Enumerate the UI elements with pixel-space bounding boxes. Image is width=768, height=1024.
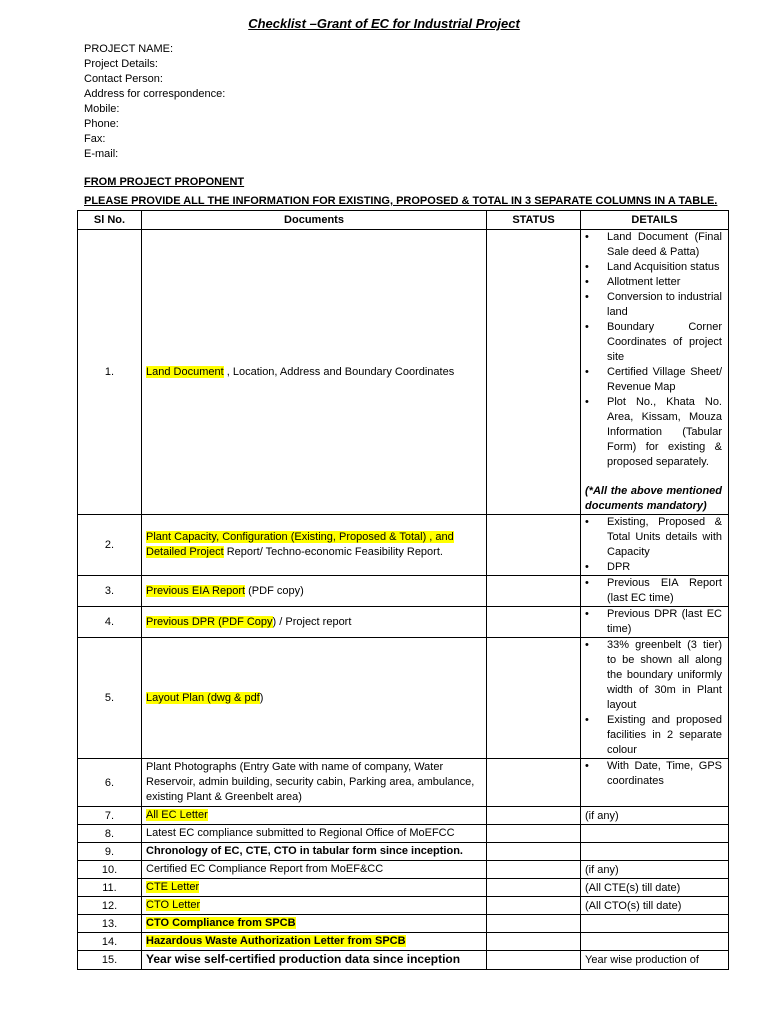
row-sl: 12. (78, 897, 142, 915)
instruction-text: PLEASE PROVIDE ALL THE INFORMATION FOR EXISTING, PROPOSED & TOTAL IN 3 SEPARATE COLUMNS IN A TABLE. (84, 195, 718, 207)
details-list (585, 515, 722, 575)
row-details (581, 230, 729, 515)
row-status (487, 861, 581, 879)
highlighted-text: All EC Letter (146, 809, 208, 821)
highlighted-text: Previous DPR (PDF Copy (146, 615, 273, 628)
detail-item: • Land Acquisition status (585, 260, 722, 275)
detail-item: • Conversion to industrial land (585, 290, 722, 320)
row-sl: 13. (78, 915, 142, 933)
table-row (78, 951, 729, 970)
detail-item: • Previous EIA Report (last EC time) (585, 576, 722, 606)
row-status (487, 951, 581, 970)
detail-item: • DPR (585, 560, 722, 575)
header-documents: Documents (142, 211, 487, 230)
field-email: E-mail: (84, 148, 119, 160)
detail-item: • Plot No., Khata No. Area, Kissam, Mouza Information (Tabular Form) for existing & proposed separately. (585, 395, 722, 470)
row-status (487, 807, 581, 825)
highlighted-text: Plant Capacity, Configuration (Existing, Proposed & Total) , and Detailed Project (146, 531, 454, 558)
document-text: Certified EC Compliance Report from MoEF&CC (146, 863, 384, 875)
section-title: FROM PROJECT PROPONENT (84, 176, 245, 188)
table-row (78, 861, 729, 879)
highlighted-text: CTO Letter (146, 899, 201, 911)
details-list (585, 607, 722, 637)
row-sl: 8. (78, 825, 142, 843)
detail-item: • Allotment letter (585, 275, 722, 290)
detail-item: • Land Document (Final Sale deed & Patta) (585, 230, 722, 260)
table-row (78, 515, 729, 576)
table-row (78, 933, 729, 951)
row-sl: 11. (78, 879, 142, 897)
table-row (78, 607, 729, 638)
row-details (581, 825, 729, 843)
row-details (581, 515, 729, 576)
field-fax: Fax: (84, 133, 106, 145)
row-status (487, 933, 581, 951)
header-sl-no: Sl No. (78, 211, 142, 230)
row-details (581, 607, 729, 638)
row-status (487, 230, 581, 515)
field-contact-person: Contact Person: (84, 73, 163, 85)
row-sl: 3. (78, 576, 142, 607)
details-list (585, 230, 722, 470)
table-row (78, 230, 729, 515)
highlighted-text: CTE Letter (146, 881, 200, 893)
checklist-table (77, 210, 729, 970)
mandatory-note: (*All the above mentioned documents mandatory) (585, 485, 722, 512)
row-sl: 6. (78, 759, 142, 807)
row-details: (if any) (581, 807, 729, 825)
row-status (487, 515, 581, 576)
table-row (78, 825, 729, 843)
row-sl: 5. (78, 638, 142, 759)
highlighted-text: Land Document (146, 365, 224, 378)
field-mobile: Mobile: (84, 103, 120, 115)
table-header-row (78, 211, 729, 230)
document-text: , Location, Address and Boundary Coordinates (223, 365, 455, 378)
row-details (581, 843, 729, 861)
row-document (142, 897, 487, 915)
table-row (78, 807, 729, 825)
document-text: Year wise self-certified production data since inception (146, 952, 461, 966)
document-text: ) / Project report (272, 615, 352, 628)
row-status (487, 879, 581, 897)
row-document (142, 230, 487, 515)
row-document (142, 607, 487, 638)
row-document (142, 861, 487, 879)
row-status (487, 638, 581, 759)
document-text: Report/ Techno-economic Feasibility Report. (223, 546, 443, 558)
header-details: DETAILS (581, 211, 729, 230)
detail-item: • 33% greenbelt (3 tier) to be shown all along the boundary uniformly width of 30m in Plant layout (585, 638, 722, 713)
row-details: (All CTE(s) till date) (581, 879, 729, 897)
row-document (142, 807, 487, 825)
detail-item: • Boundary Corner Coordinates of project site (585, 320, 722, 365)
document-text: Chronology of EC, CTE, CTO in tabular form since inception. (146, 845, 463, 857)
table-row (78, 638, 729, 759)
row-document (142, 843, 487, 861)
detail-item: • Certified Village Sheet/ Revenue Map (585, 365, 722, 395)
row-sl: 9. (78, 843, 142, 861)
detail-item: • Existing, Proposed & Total Units details with Capacity (585, 515, 722, 560)
details-list (585, 576, 722, 606)
row-details (581, 638, 729, 759)
document-text: Latest EC compliance submitted to Regional Office of MoEFCC (146, 827, 455, 839)
row-sl: 10. (78, 861, 142, 879)
row-sl: 15. (78, 951, 142, 970)
row-sl: 4. (78, 607, 142, 638)
detail-item: • Previous DPR (last EC time) (585, 607, 722, 637)
table-row (78, 897, 729, 915)
row-document (142, 951, 487, 970)
document-text: Plant Photographs (Entry Gate with name of company, Water Reservoir, admin building, security cabin, Parking area, ambulance, existing Plant & Greenbelt area) (146, 761, 475, 803)
project-info-fields (84, 42, 225, 162)
document-text: ) (259, 691, 264, 704)
table-row (78, 915, 729, 933)
table-row (78, 879, 729, 897)
field-project-details: Project Details: (84, 58, 158, 70)
row-sl: 7. (78, 807, 142, 825)
highlighted-text: Previous EIA Report (146, 584, 246, 597)
row-details: (All CTO(s) till date) (581, 897, 729, 915)
table-row (78, 759, 729, 807)
field-address: Address for correspondence: (84, 88, 226, 100)
row-details (581, 933, 729, 951)
row-document (142, 638, 487, 759)
row-sl: 2. (78, 515, 142, 576)
row-status (487, 825, 581, 843)
row-sl: 14. (78, 933, 142, 951)
field-project-name: PROJECT NAME: (84, 43, 174, 55)
row-status (487, 607, 581, 638)
detail-item: • Existing and proposed facilities in 2 separate colour (585, 713, 722, 758)
document-text: (PDF copy) (245, 584, 304, 597)
row-status (487, 759, 581, 807)
highlighted-text: Hazardous Waste Authorization Letter from SPCB (146, 935, 406, 947)
table-row (78, 843, 729, 861)
detail-item: • With Date, Time, GPS coordinates (585, 759, 722, 789)
row-document (142, 879, 487, 897)
row-status (487, 576, 581, 607)
highlighted-text: Layout Plan (dwg & pdf (146, 691, 260, 704)
row-status (487, 843, 581, 861)
row-details (581, 759, 729, 807)
highlighted-text: CTO Compliance from SPCB (146, 917, 296, 929)
row-document (142, 576, 487, 607)
row-details: Year wise production of (581, 951, 729, 970)
header-status: STATUS (487, 211, 581, 230)
row-document (142, 933, 487, 951)
page-title: Checklist –Grant of EC for Industrial Project (248, 16, 520, 31)
row-details: (if any) (581, 861, 729, 879)
row-document (142, 759, 487, 807)
row-document (142, 515, 487, 576)
table-row (78, 576, 729, 607)
row-document (142, 915, 487, 933)
details-list (585, 759, 722, 789)
row-details (581, 915, 729, 933)
details-list (585, 638, 722, 758)
row-details (581, 576, 729, 607)
row-status (487, 915, 581, 933)
row-status (487, 897, 581, 915)
row-sl: 1. (78, 230, 142, 515)
field-phone: Phone: (84, 118, 119, 130)
row-document (142, 825, 487, 843)
